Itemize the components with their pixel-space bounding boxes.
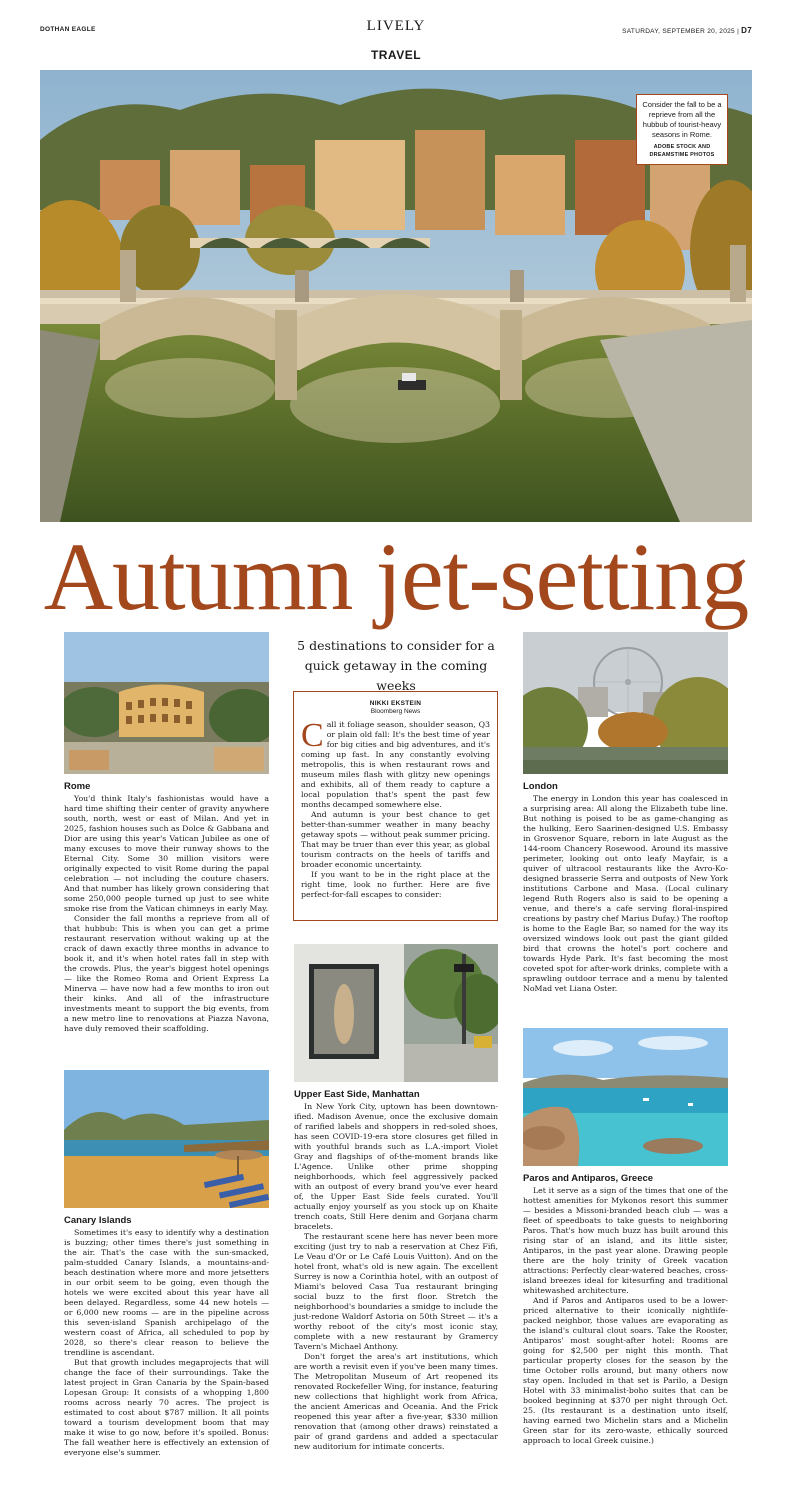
rome-paragraph: Consider the fall months a reprieve from all of that hubbub: This is when you can get a prime restaurant reservation without waking up at the crack of dawn exactly three months in advance to book it, and it's when hotel rates fall in step with the crowds. Plus, the year's biggest hotel openings — like the Romeo Roma and Orient Express La Minerva — have now had a few months to iron out their kinks. And all of the infrastructure investments meant to support the big events, from a new metro line to renovations at Piazza Navona, have duly removed their scaffolding.: [64, 914, 269, 1033]
story-title-canary: Canary Islands: [64, 1215, 132, 1226]
paros-coast-illustration: [523, 1028, 728, 1166]
section-name: LIVELY: [366, 18, 426, 34]
headline: Autumn jet-setting: [43, 523, 749, 630]
column-left-lower: [64, 1070, 269, 1458]
issue-date: SATURDAY, SEPTEMBER 20, 2025: [622, 28, 735, 35]
separator: |: [737, 28, 740, 35]
author-outlet: Bloomberg News: [370, 708, 421, 715]
paros-paragraph: Let it serve as a sign of the times that one of the hottest amenities for Mykonos resort this summer — besides a Missoni-branded beach club — was a fleet of speedboats to take guests to neighboring Paros. That's how much buzz has built around this rising star of an island, and its little sister, Antiparos, in the past year alone. Drawing people there are the holy trinity of Greek vacation attractions: Perfectly clear-watered beaches, cross-island breezes ideal for kitesurfing and traditional whitewashed architecture.: [523, 1186, 728, 1295]
story-body-ues: [294, 1102, 498, 1452]
intro-paragraph: And autumn is your best chance to get better-than-summer weather in many beachy getaway spots — without peak summer pricing. That may be truer than ever this year, as global tourism contracts on the heels of tariffs and broader economic uncertainty.: [301, 810, 490, 869]
photo-paros: [523, 1028, 728, 1166]
photo-canary-beach: [64, 1070, 269, 1208]
canary-paragraph: Sometimes it's easy to identify why a destination is buzzing; other times there's just something in the air. That's the case with the sun-smacked, palm-studded Canary Islands, a mountains-and-beach destination where more and more jetsetters in our orbit seem to be going, even though the hotels we were excited about this year have all been delayed. Regardless, some 44 new hotels — or 6,000 new rooms — are in the pipeline across this seven-island Spanish archipelago of the western coast of Africa, all scheduled to pop by 2028, so there's clear reason to believe the trendline is ascendant.: [64, 1228, 269, 1357]
intro-paragraph-first: [301, 717, 490, 810]
intro-paragraph-text: all it foliage season, shoulder season, Q3 or plain old fall: It's the best time of year for big cities and big adventures, and it's coming up fast. In any constantly evolving metropolis, this is when restaurant rows and museum miles flash with glitzy new openings and exhibits, all of them ready to capture a local population that's spent the past few months decamped somewhere else.: [301, 720, 490, 809]
ues-paragraph: In New York City, uptown has been downtown-ified. Madison Avenue, once the exclusive domain of rarified labels and shoppers in red-soled shoes, has seen COVID-19-era store closures get filled in with youthful brands such as L.A.-import Violet Gray and flagships of of-the-moment brands like L'Agence. Unlike other prime shopping neighborhoods, which feel aggressively packed with an outpost of every brand you've ever heard of, the Upper East Side feels curated. You'll actually enjoy yourself as you stock up on Khaite trench coats, Still Here denim and Gorjana charm bracelets.: [294, 1102, 498, 1231]
page-number: D7: [741, 26, 752, 35]
photo-rome-colosseum: [64, 632, 269, 774]
story-body-london: [523, 794, 728, 994]
intro-box: [293, 691, 498, 921]
story-title-rome: Rome: [64, 781, 91, 792]
london-paragraph: The energy in London this year has coalesced in a surprising area: All along the Elizabeth tube line. But nothing is poised to be as game-changing as the hulking, Eero Saarinen-designed U.S. Embassy in Grosvenor Square, reborn in late August as the 144-room Chancery Rosewood. Around its massive perimeter, looking out onto leafy Mayfair, is a quiver of ultracool restaurants like the Avro-Ko-designed brasserie Serra and outposts of New York institutions Carbone and Masa. (Local culinary legend Ruth Rogers also is said to be opening a venue, and there's a cafe serving floral-inspired creations by pastry chef Marius Dufay.) The rooftop is home to the Eagle Bar, so named for the way its oversized windows look out past the giant gilded bird that crowns the hotel's port cochere and towards Hyde Park. It's fast becoming the most coveted spot for after-work drinks, complete with a sprawling outdoor terrace and a menu by talented NoMad vet Liana Oster.: [523, 794, 728, 993]
hero-caption-box: [636, 94, 728, 165]
ues-paragraph: Don't forget the area's art institutions, which are worth a revisit even if you've been many times. The Metropolitan Museum of Art reopened its renovated Rockefeller Wing, for instance, featuring new collections that highlight work from Africa, the ancient Americas and Oceania. And the Frick reopened this year after a five-year, $330 million renovation that (among other draws) reinstated a pair of grand gardens and added a spectacular new auditorium for intimate concerts.: [294, 1352, 498, 1451]
hero-caption: Consider the fall to be a reprieve from all the hubbub of tourist-heavy seasons in Rome.: [642, 100, 722, 139]
story-title-paros: Paros and Antiparos, Greece: [523, 1173, 654, 1184]
photo-credit: ADOBE STOCK AND DREAMSTIME PHOTOS: [649, 144, 715, 158]
story-body-rome: [64, 794, 269, 1034]
subheadline: 5 destinations to consider for a quick getaway in the coming weeks: [297, 638, 495, 693]
photo-upper-east-side: [294, 944, 498, 1082]
column-middle: [294, 944, 498, 1452]
photo-london: [523, 632, 728, 774]
date-and-page: [622, 26, 752, 35]
section-label: TRAVEL: [370, 48, 422, 62]
ues-paragraph: The restaurant scene here has never been more exciting (just try to nab a reservation at Chez Fifi, Le Veau d'Or or Le Café Louis Vuitton). And on the hotel front, what's old is new again. The excellent Surrey is now a Corinthia hotel, with an outpost of Miami's beloved Casa Tua restaurant bringing social buzz to the first floor. Stretch the neighborhood's boundaries a smidge to include the just-redone Waldorf Astoria on 50th Street — it's a worthy reboot of the city's most iconic stay, complete with a new restaurant by Gramercy Tavern's Michael Anthony.: [294, 1232, 498, 1351]
column-right-lower: [523, 1028, 728, 1446]
canary-paragraph: But that growth includes megaprojects that will change the face of their surroundings. Take the latest project in Gran Canaria by the Spain-based Lopesan Group: It consists of a whopping 1,800 rooms across nearly 70 acres. The project is estimated to cost about $787 million. It all points toward a tourism development boom that may make it wise to go now, before it's spoiled. Bonus: The fall weather here is effectively an extension of everyone else's summer.: [64, 1358, 269, 1457]
intro-paragraph: If you want to be in the right place at the right time, look no further. Here are five perfect-for-fall escapes to consider:: [301, 870, 490, 899]
rome-paragraph: You'd think Italy's fashionistas would have a hard time shifting their center of gravity anywhere south, north, west or east of Milan. And yet in 2025, fashion houses such as Dolce & Gabbana and Dior are using this year's Vatican Jubilee as one of many excuses to move their runway shows to the Eternal City. Some 30 million visitors were originally expected to visit Rome during the papal celebration — not including the couture chasers. And that number has likely grown considering that some 250,000 people turned up just to see white smoke rise from the Vatican chimneys in early May.: [64, 794, 269, 913]
story-title-ues: Upper East Side, Manhattan: [294, 1089, 420, 1100]
drop-cap: C: [301, 717, 324, 754]
storefront-illustration: [294, 944, 498, 1082]
newspaper-name: DOTHAN EAGLE: [40, 26, 96, 33]
column-left: [64, 632, 269, 1034]
paros-paragraph: And if Paros and Antiparos used to be a lower-priced alternative to their iconically nightlife-packed neighbor, those values are evaporating as the island's cultural clout soars. Take the Rooster, Antiparos' most sought-after hotel: Rooms are going for $2,500 per night this month. That particular property closes for the season by the time October rolls around, but many others now stay open. Included in that set is Parilo, a Design Hotel with 33 minimalist-boho suites that can be booked beginning at $370 per night through Oct. 25. (Its restaurant is a destination unto itself, having earned two Michelin stars and a Michelin Green star for its zero-waste, ethically sourced approach to local Greek cuisine.): [523, 1296, 728, 1445]
story-body-paros: [523, 1186, 728, 1446]
column-right: [523, 632, 728, 994]
london-eye-illustration: [523, 632, 728, 774]
story-body-canary: [64, 1228, 269, 1458]
masthead: [40, 18, 752, 40]
canary-beach-illustration: [64, 1070, 269, 1208]
intro-body: [301, 717, 490, 900]
colosseum-illustration: [64, 632, 269, 774]
story-title-london: London: [523, 781, 558, 792]
author-name: NIKKI EKSTEIN: [369, 700, 422, 707]
byline: [301, 700, 490, 716]
